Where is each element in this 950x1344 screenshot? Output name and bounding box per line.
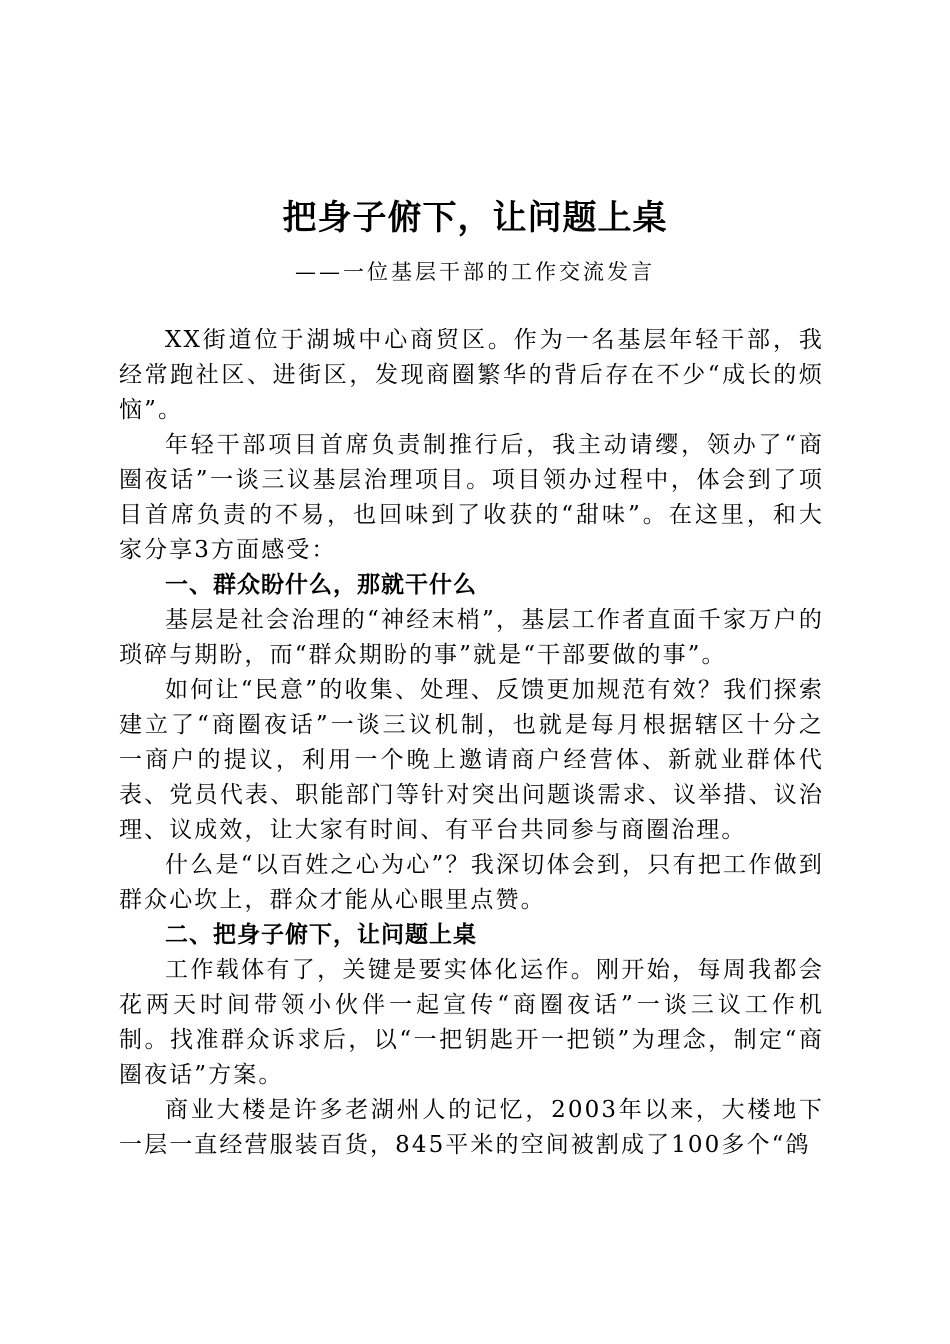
section-heading: 一、群众盼什么，那就干什么 bbox=[165, 572, 477, 598]
paragraph: 工作载体有了，关键是要实体化运作。刚开始，每周我都会花两天时间带领小伙伴一起宣传“商圈夜话”一谈三议工作机制。找准群众诉求后，以“一把钥匙开一把锁”为理念，制定“商圈夜话”方案。 bbox=[119, 957, 824, 1088]
document-title: 把身子俯下，让问题上桌 bbox=[282, 198, 668, 238]
paragraph: 如何让“民意”的收集、处理、反馈更加规范有效？我们探索建立了“商圈夜话”一谈三议机制，也就是每月根据辖区十分之一商户的提议，利用一个晚上邀请商户经营体、新就业群体代表、党员代表、职能部门等针对突出问题谈需求、议举措、议治理、议成效，让大家有时间、有平台共同参与商圈治理。 bbox=[119, 677, 824, 843]
paragraph: XX街道位于湖城中心商贸区。作为一名基层年轻干部，我经常跑社区、进街区，发现商圈繁华的背后存在不少“成长的烦恼”。 bbox=[119, 327, 824, 423]
paragraph: 什么是“以百姓之心为心”？我深切体会到，只有把工作做到群众心坎上，群众才能从心眼里点赞。 bbox=[119, 852, 824, 913]
section-heading: 二、把身子俯下，让问题上桌 bbox=[165, 922, 477, 948]
paragraph: 商业大楼是许多老湖州人的记忆，2003年以来，大楼地下一层一直经营服装百货，845平米的空间被割成了100多个“鸽 bbox=[119, 1097, 824, 1158]
document-body bbox=[119, 323, 824, 1163]
paragraph: 基层是社会治理的“神经末梢”，基层工作者直面千家万户的琐碎与期盼，而“群众期盼的事”就是“干部要做的事”。 bbox=[119, 607, 824, 668]
document-subtitle: ——一位基层干部的工作交流发言 bbox=[295, 260, 655, 284]
paragraph: 年轻干部项目首席负责制推行后，我主动请缨，领办了“商圈夜话”一谈三议基层治理项目。项目领办过程中，体会到了项目首席负责的不易，也回味到了收获的“甜味”。在这里，和大家分享3方面感受： bbox=[119, 432, 824, 563]
